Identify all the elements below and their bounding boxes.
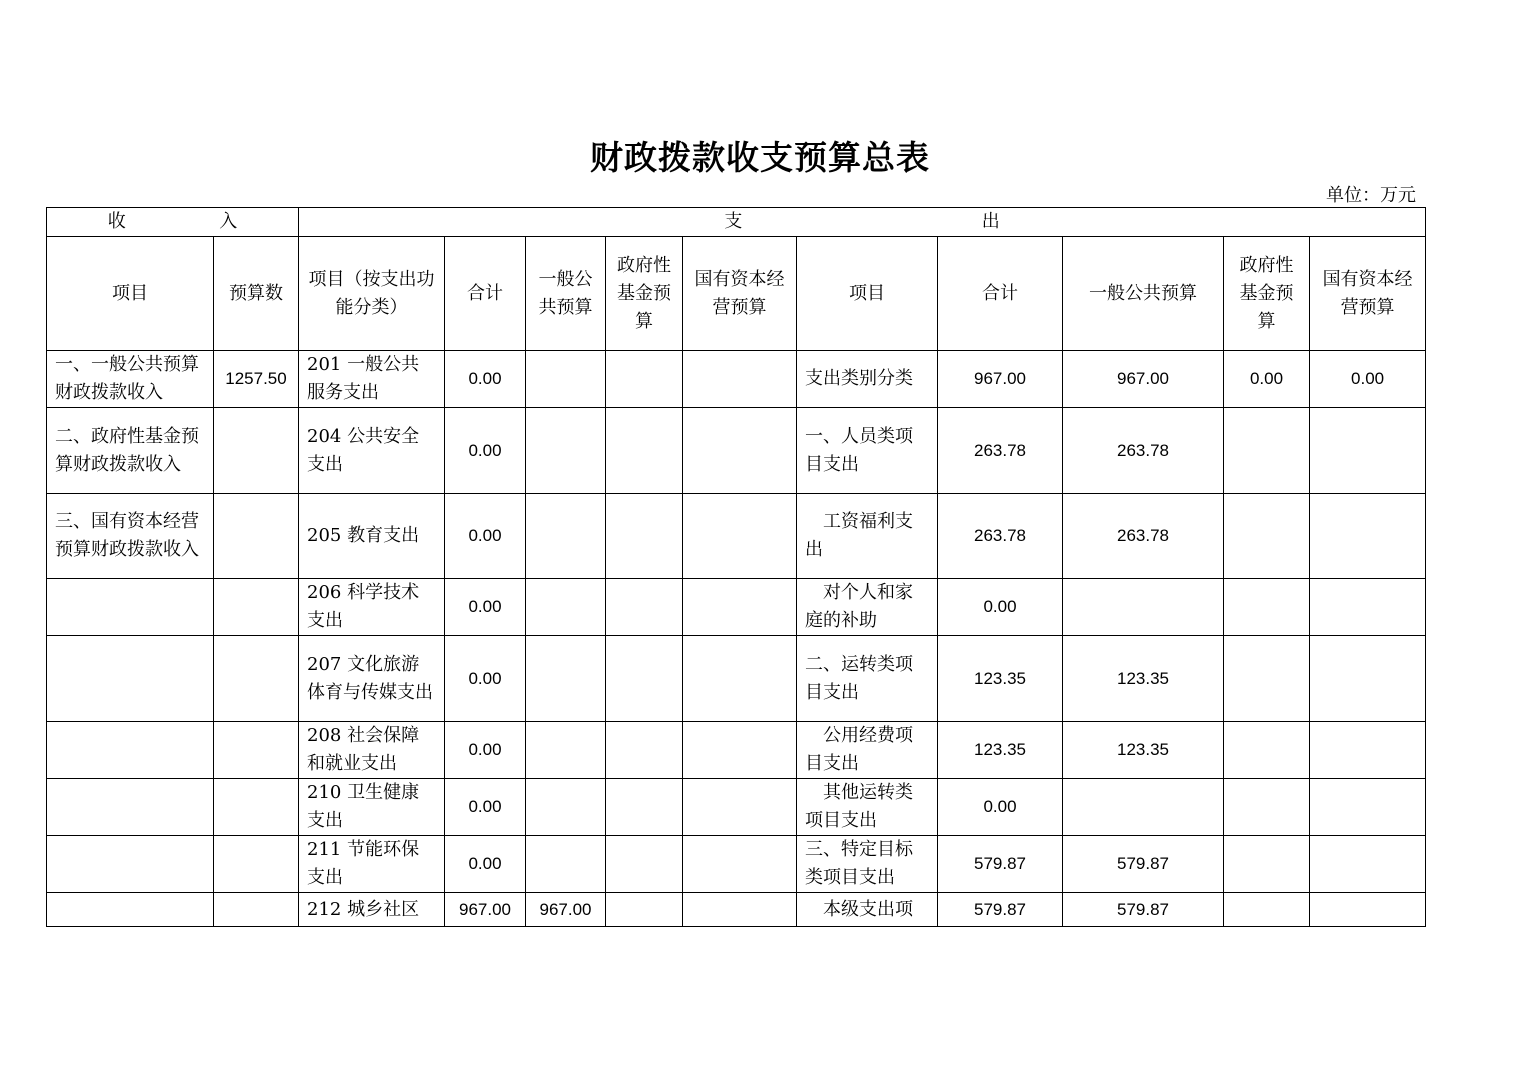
func-fund-cell bbox=[606, 779, 683, 836]
col-header-type-fund: 政府性基金预算 bbox=[1224, 237, 1310, 351]
page-title: 财政拨款收支预算总表 bbox=[590, 138, 930, 177]
income-amount-cell bbox=[214, 722, 299, 779]
col-header-type-total: 合计 bbox=[938, 237, 1063, 351]
type-fund-cell bbox=[1224, 836, 1310, 893]
type-general-cell: 579.87 bbox=[1063, 893, 1224, 927]
func-fund-cell bbox=[606, 636, 683, 722]
type-fund-cell bbox=[1224, 722, 1310, 779]
func-total-cell: 0.00 bbox=[445, 636, 526, 722]
income-section-label-b: 入 bbox=[219, 211, 238, 232]
func-item-cell: 210 卫生健康支出 bbox=[299, 779, 445, 836]
func-general-cell bbox=[526, 722, 606, 779]
income-item-cell bbox=[47, 893, 214, 927]
income-section-header bbox=[47, 208, 299, 237]
table-row bbox=[47, 494, 1426, 579]
table-row bbox=[47, 351, 1426, 408]
func-fund-cell bbox=[606, 836, 683, 893]
type-soe-cell bbox=[1310, 579, 1426, 636]
income-item-cell bbox=[47, 836, 214, 893]
func-item-cell: 212 城乡社区 bbox=[299, 893, 445, 927]
table-row bbox=[47, 579, 1426, 636]
type-total-cell: 967.00 bbox=[938, 351, 1063, 408]
func-fund-cell bbox=[606, 722, 683, 779]
col-header-func-item: 项目（按支出功能分类） bbox=[299, 237, 445, 351]
column-header-row bbox=[47, 237, 1426, 351]
table-row bbox=[47, 636, 1426, 722]
budget-table bbox=[46, 207, 1426, 927]
income-item-cell bbox=[47, 779, 214, 836]
func-item-cell: 206 科学技术支出 bbox=[299, 579, 445, 636]
col-header-type-general: 一般公共预算 bbox=[1063, 237, 1224, 351]
type-fund-cell bbox=[1224, 494, 1310, 579]
type-item-cell: 本级支出项 bbox=[797, 893, 938, 927]
income-item-cell: 一、一般公共预算财政拨款收入 bbox=[47, 351, 214, 408]
func-general-cell bbox=[526, 636, 606, 722]
func-total-cell: 0.00 bbox=[445, 579, 526, 636]
type-total-cell: 123.35 bbox=[938, 636, 1063, 722]
expense-section-label-a: 支 bbox=[724, 211, 743, 232]
table-row bbox=[47, 408, 1426, 494]
func-total-cell: 0.00 bbox=[445, 351, 526, 408]
func-item-cell: 201 一般公共服务支出 bbox=[299, 351, 445, 408]
type-item-cell: 对个人和家庭的补助 bbox=[797, 579, 938, 636]
type-general-cell: 579.87 bbox=[1063, 836, 1224, 893]
type-total-cell: 0.00 bbox=[938, 779, 1063, 836]
func-soe-cell bbox=[683, 494, 797, 579]
col-header-type-item: 项目 bbox=[797, 237, 938, 351]
col-header-func-soe: 国有资本经营预算 bbox=[683, 237, 797, 351]
type-soe-cell bbox=[1310, 494, 1426, 579]
func-fund-cell bbox=[606, 494, 683, 579]
type-general-cell: 263.78 bbox=[1063, 494, 1224, 579]
income-item-cell bbox=[47, 636, 214, 722]
type-soe-cell bbox=[1310, 636, 1426, 722]
func-item-cell: 208 社会保障和就业支出 bbox=[299, 722, 445, 779]
func-total-cell: 0.00 bbox=[445, 494, 526, 579]
type-total-cell: 579.87 bbox=[938, 893, 1063, 927]
type-fund-cell bbox=[1224, 636, 1310, 722]
income-amount-cell bbox=[214, 408, 299, 494]
func-general-cell bbox=[526, 836, 606, 893]
func-general-cell bbox=[526, 579, 606, 636]
func-general-cell bbox=[526, 779, 606, 836]
func-soe-cell bbox=[683, 893, 797, 927]
income-item-cell bbox=[47, 722, 214, 779]
type-fund-cell bbox=[1224, 579, 1310, 636]
type-general-cell: 123.35 bbox=[1063, 722, 1224, 779]
func-soe-cell bbox=[683, 351, 797, 408]
func-soe-cell bbox=[683, 408, 797, 494]
func-fund-cell bbox=[606, 408, 683, 494]
type-item-cell: 二、运转类项目支出 bbox=[797, 636, 938, 722]
func-total-cell: 0.00 bbox=[445, 722, 526, 779]
income-amount-cell bbox=[214, 779, 299, 836]
func-item-cell: 211 节能环保支出 bbox=[299, 836, 445, 893]
func-soe-cell bbox=[683, 636, 797, 722]
col-header-income-amount: 预算数 bbox=[214, 237, 299, 351]
income-amount-cell bbox=[214, 579, 299, 636]
func-soe-cell bbox=[683, 779, 797, 836]
table-row bbox=[47, 836, 1426, 893]
income-amount-cell: 1257.50 bbox=[214, 351, 299, 408]
type-soe-cell bbox=[1310, 722, 1426, 779]
income-amount-cell bbox=[214, 893, 299, 927]
type-total-cell: 123.35 bbox=[938, 722, 1063, 779]
func-general-cell bbox=[526, 408, 606, 494]
type-general-cell: 123.35 bbox=[1063, 636, 1224, 722]
type-fund-cell: 0.00 bbox=[1224, 351, 1310, 408]
type-item-cell: 一、人员类项目支出 bbox=[797, 408, 938, 494]
func-fund-cell bbox=[606, 351, 683, 408]
func-general-cell bbox=[526, 494, 606, 579]
func-general-cell: 967.00 bbox=[526, 893, 606, 927]
expense-section-header bbox=[299, 208, 1426, 237]
col-header-income-item: 项目 bbox=[47, 237, 214, 351]
func-soe-cell bbox=[683, 722, 797, 779]
type-item-cell: 其他运转类项目支出 bbox=[797, 779, 938, 836]
func-item-cell: 204 公共安全支出 bbox=[299, 408, 445, 494]
type-general-cell bbox=[1063, 579, 1224, 636]
type-general-cell: 263.78 bbox=[1063, 408, 1224, 494]
income-amount-cell bbox=[214, 494, 299, 579]
func-general-cell bbox=[526, 351, 606, 408]
func-total-cell: 967.00 bbox=[445, 893, 526, 927]
func-soe-cell bbox=[683, 579, 797, 636]
section-header-row bbox=[47, 208, 1426, 237]
func-fund-cell bbox=[606, 893, 683, 927]
col-header-func-total: 合计 bbox=[445, 237, 526, 351]
func-soe-cell bbox=[683, 836, 797, 893]
func-total-cell: 0.00 bbox=[445, 779, 526, 836]
col-header-func-fund: 政府性基金预算 bbox=[606, 237, 683, 351]
type-total-cell: 0.00 bbox=[938, 579, 1063, 636]
type-general-cell bbox=[1063, 779, 1224, 836]
table-row bbox=[47, 893, 1426, 927]
func-item-cell: 207 文化旅游体育与传媒支出 bbox=[299, 636, 445, 722]
func-item-cell: 205 教育支出 bbox=[299, 494, 445, 579]
type-total-cell: 263.78 bbox=[938, 408, 1063, 494]
func-total-cell: 0.00 bbox=[445, 408, 526, 494]
type-fund-cell bbox=[1224, 408, 1310, 494]
type-fund-cell bbox=[1224, 779, 1310, 836]
income-item-cell: 三、国有资本经营预算财政拨款收入 bbox=[47, 494, 214, 579]
col-header-func-general: 一般公共预算 bbox=[526, 237, 606, 351]
type-general-cell: 967.00 bbox=[1063, 351, 1224, 408]
income-item-cell bbox=[47, 579, 214, 636]
table-row bbox=[47, 779, 1426, 836]
type-item-cell: 工资福利支出 bbox=[797, 494, 938, 579]
type-item-cell: 公用经费项目支出 bbox=[797, 722, 938, 779]
type-fund-cell bbox=[1224, 893, 1310, 927]
income-section-label-a: 收 bbox=[107, 211, 126, 232]
income-amount-cell bbox=[214, 836, 299, 893]
type-item-cell: 支出类别分类 bbox=[797, 351, 938, 408]
type-total-cell: 579.87 bbox=[938, 836, 1063, 893]
income-item-cell: 二、政府性基金预算财政拨款收入 bbox=[47, 408, 214, 494]
expense-section-label-b: 出 bbox=[981, 211, 1000, 232]
type-soe-cell bbox=[1310, 779, 1426, 836]
type-soe-cell bbox=[1310, 836, 1426, 893]
func-fund-cell bbox=[606, 579, 683, 636]
unit-label: 单位：万元 bbox=[1326, 185, 1416, 206]
type-soe-cell bbox=[1310, 408, 1426, 494]
type-soe-cell: 0.00 bbox=[1310, 351, 1426, 408]
type-total-cell: 263.78 bbox=[938, 494, 1063, 579]
type-soe-cell bbox=[1310, 893, 1426, 927]
type-item-cell: 三、特定目标类项目支出 bbox=[797, 836, 938, 893]
income-amount-cell bbox=[214, 636, 299, 722]
table-row bbox=[47, 722, 1426, 779]
col-header-type-soe: 国有资本经营预算 bbox=[1310, 237, 1426, 351]
func-total-cell: 0.00 bbox=[445, 836, 526, 893]
